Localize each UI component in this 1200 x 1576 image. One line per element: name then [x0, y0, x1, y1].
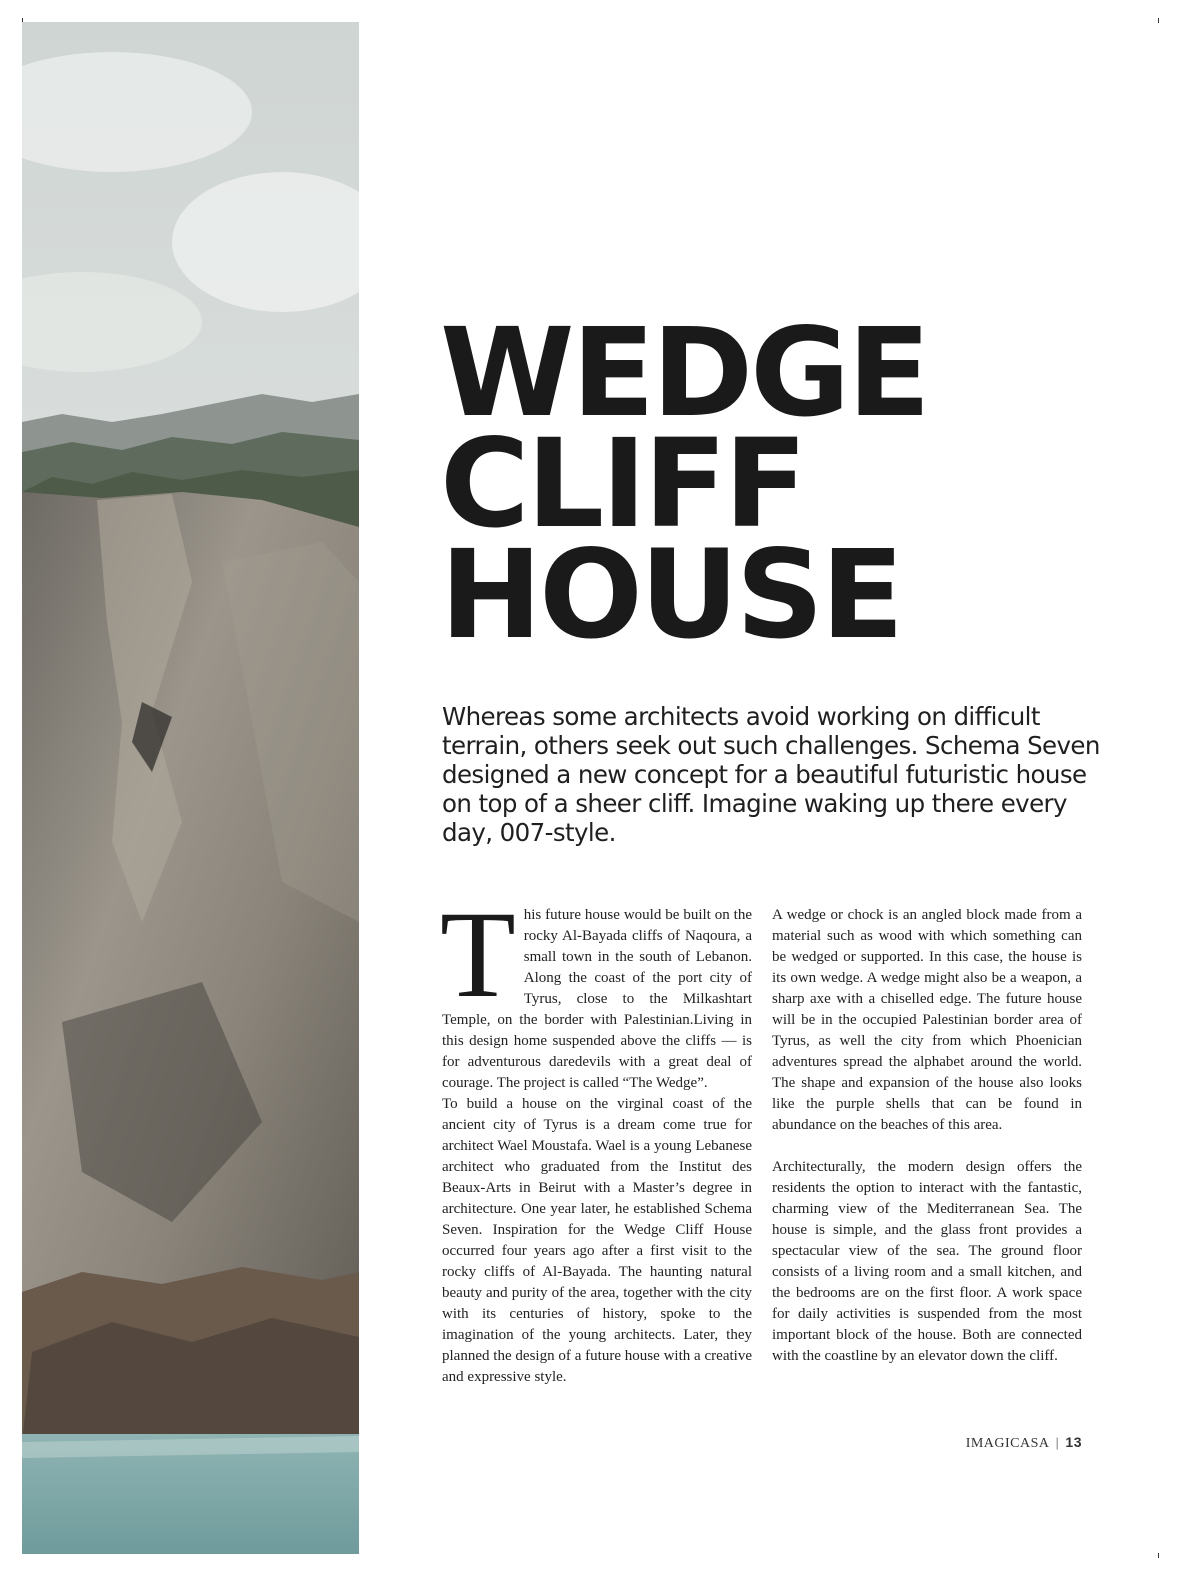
title-line-2: CLIFF	[440, 413, 805, 555]
paragraph: his future house would be built on the rocky Al-Bayada cliffs of Naqoura, a small town in the south of Lebanon. Along the coast of the port city of Tyrus, close to the Milkashtart Temple, on the border with Palestinian.Living in this design home suspended above the cliffs — is for adventurous daredevils with a great deal of courage. The project is called “The Wedge”.	[442, 907, 752, 1091]
paragraph: A wedge or chock is an angled block made from a material such as wood with which something can be wedged or supported. In this case, the house is its own wedge. A wedge might also be a weapon, a sharp axe with a chiselled edge. The future house will be in the occupied Palestinian border area of Tyrus, as well the city from which Phoenician adventures spread the alphabet around the world. The shape and expansion of the house also looks like the purple shells that can be found in abundance on the beaches of this area.	[772, 907, 1082, 1133]
footer-separator: |	[1055, 1435, 1060, 1450]
title-line-3: HOUSE	[440, 524, 902, 666]
crop-mark-top-right	[1158, 18, 1159, 23]
drop-cap: T	[440, 886, 516, 1023]
page-number: 13	[1065, 1434, 1082, 1450]
cliff-photo	[22, 22, 359, 1554]
body-column-1	[440, 886, 752, 1388]
article-lead: Whereas some architects avoid working on difficult terrain, others seek out such challenges. Schema Seven designed a new concept for a beautiful futuristic house on top of a sheer cliff. Imagine waking up there every day, 007-style.	[442, 702, 1100, 847]
body-column-2	[772, 905, 1082, 1367]
title-line-1: WEDGE	[440, 302, 928, 444]
paragraph: To build a house on the virginal coast of the ancient city of Tyrus is a dream come true for architect Wael Moustafa. Wael is a young Lebanese architect who graduated from the Institut des Beaux-Arts in Beirut with a Master’s degree in architecture. One year later, he established Schema Seven. Inspiration for the Wedge Cliff House occurred four years ago after a first visit to the rocky cliffs of Al-Bayada. The haunting natural beauty and purity of the area, together with the city with its centuries of history, spoke to the imagination of the young architects. Later, they planned the design of a future house with a creative and expressive style.	[442, 1096, 752, 1385]
page-footer	[966, 1434, 1082, 1452]
magazine-name: IMAGICASA	[965, 1436, 1050, 1451]
article-title	[440, 302, 1140, 666]
crop-mark-bottom-right	[1158, 1553, 1159, 1558]
paragraph: Architecturally, the modern design offers the residents the option to interact with the fantastic, charming view of the Mediterranean Sea. The house is simple, and the glass front provides a spectacular view of the sea. The ground floor consists of a living room and a small kitchen, and the bedrooms are on the first floor. A work space for daily activities is suspended from the most important block of the house. Both are connected with the coastline by an elevator down the cliff.	[772, 1159, 1082, 1364]
